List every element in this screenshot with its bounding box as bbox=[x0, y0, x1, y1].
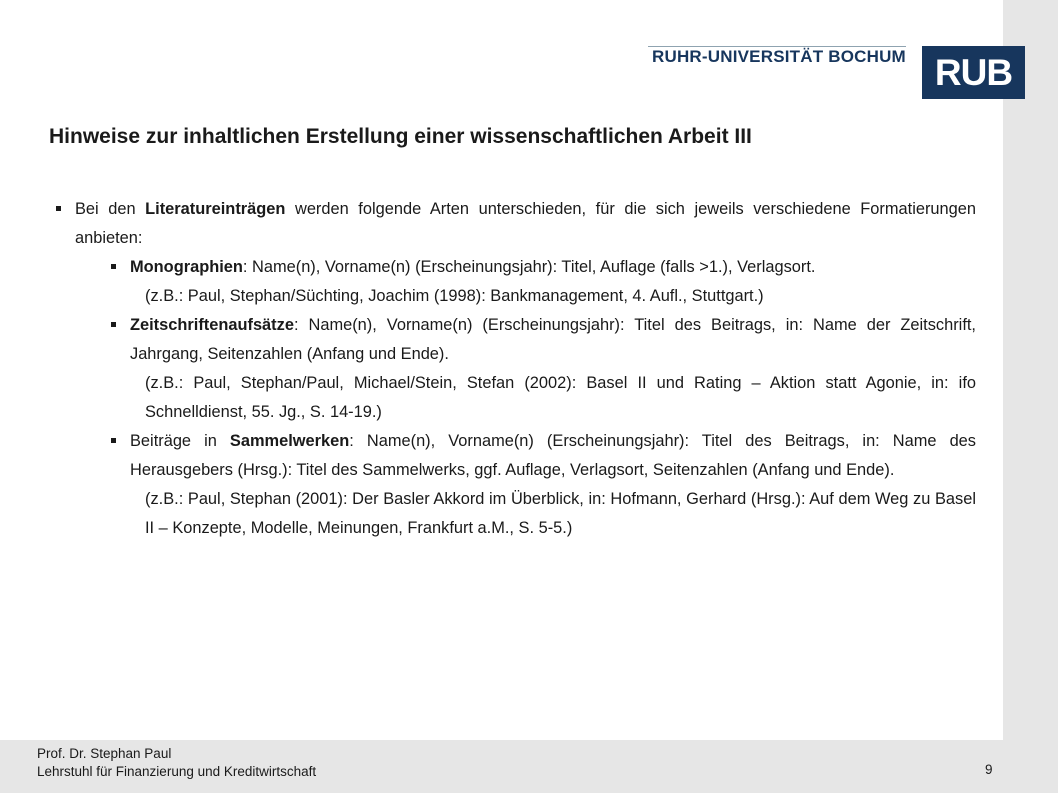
page-number: 9 bbox=[985, 762, 993, 777]
item-text-after: : Name(n), Vorname(n) (Erscheinungsjahr): Titel des Beitrags, in: Name des Herausgebers (Hrsg.): Titel des Sammelwerks, ggf. Auflage, Verlagsort, Seitenzahlen (Anfang und Ende). bbox=[130, 432, 976, 479]
slide-content bbox=[50, 195, 976, 543]
sammelwerke-bullet bbox=[50, 427, 976, 485]
item-bold-term: Zeitschriftenaufsätze bbox=[130, 316, 294, 334]
intro-text-after: werden folgende Arten unterschieden, für die sich jeweils verschiedene Formatierungen anbieten: bbox=[75, 200, 976, 247]
right-side-band bbox=[1003, 0, 1058, 793]
item-text-after: : Name(n), Vorname(n) (Erscheinungsjahr): Titel, Auflage (falls >1.), Verlagsort. bbox=[242, 258, 816, 276]
square-bullet-icon bbox=[111, 438, 116, 443]
intro-text-before: Bei den bbox=[75, 200, 146, 218]
square-bullet-icon bbox=[56, 206, 61, 211]
intro-bold-term: Literatureinträgen bbox=[145, 200, 286, 218]
university-name: RUHR-UNIVERSITÄT BOCHUM bbox=[652, 47, 906, 66]
zeitschriften-example: (z.B.: Paul, Stephan/Paul, Michael/Stein, Stefan (2002): Basel II und Rating – Aktion statt Agonie, in: ifo Schnelldienst, 55. Jg., S. 14-19.) bbox=[145, 374, 976, 421]
zeitschriften-bullet bbox=[50, 311, 976, 369]
square-bullet-icon bbox=[111, 264, 116, 269]
slide-title: Hinweise zur inhaltlichen Erstellung einer wissenschaftlichen Arbeit III bbox=[49, 125, 752, 148]
item-text-before: Beiträge in bbox=[130, 432, 230, 450]
intro-bullet bbox=[50, 195, 976, 253]
item-text-after: : Name(n), Vorname(n) (Erscheinungsjahr): Titel des Beitrags, in: Name der Zeitschrift, Jahrgang, Seitenzahlen (Anfang und Ende). bbox=[130, 316, 976, 363]
square-bullet-icon bbox=[111, 322, 116, 327]
item-bold-term: Monographien bbox=[130, 258, 243, 276]
monographien-bullet bbox=[50, 253, 976, 282]
footer-chair: Lehrstuhl für Finanzierung und Kreditwirtschaft bbox=[37, 764, 317, 779]
rub-logo: RUB bbox=[922, 46, 1025, 99]
monographien-example: (z.B.: Paul, Stephan/Süchting, Joachim (1998): Bankmanagement, 4. Aufl., Stuttgart.) bbox=[145, 287, 764, 305]
footer-author bbox=[37, 745, 316, 781]
sammelwerke-example: (z.B.: Paul, Stephan (2001): Der Basler Akkord im Überblick, in: Hofmann, Gerhard (Hrsg.): Auf dem Weg zu Basel II – Konzepte, Modelle, Meinungen, Frankfurt a.M., S. 5-5.) bbox=[145, 490, 976, 537]
item-bold-term: Sammelwerken bbox=[229, 432, 350, 450]
footer-professor: Prof. Dr. Stephan Paul bbox=[37, 746, 172, 761]
